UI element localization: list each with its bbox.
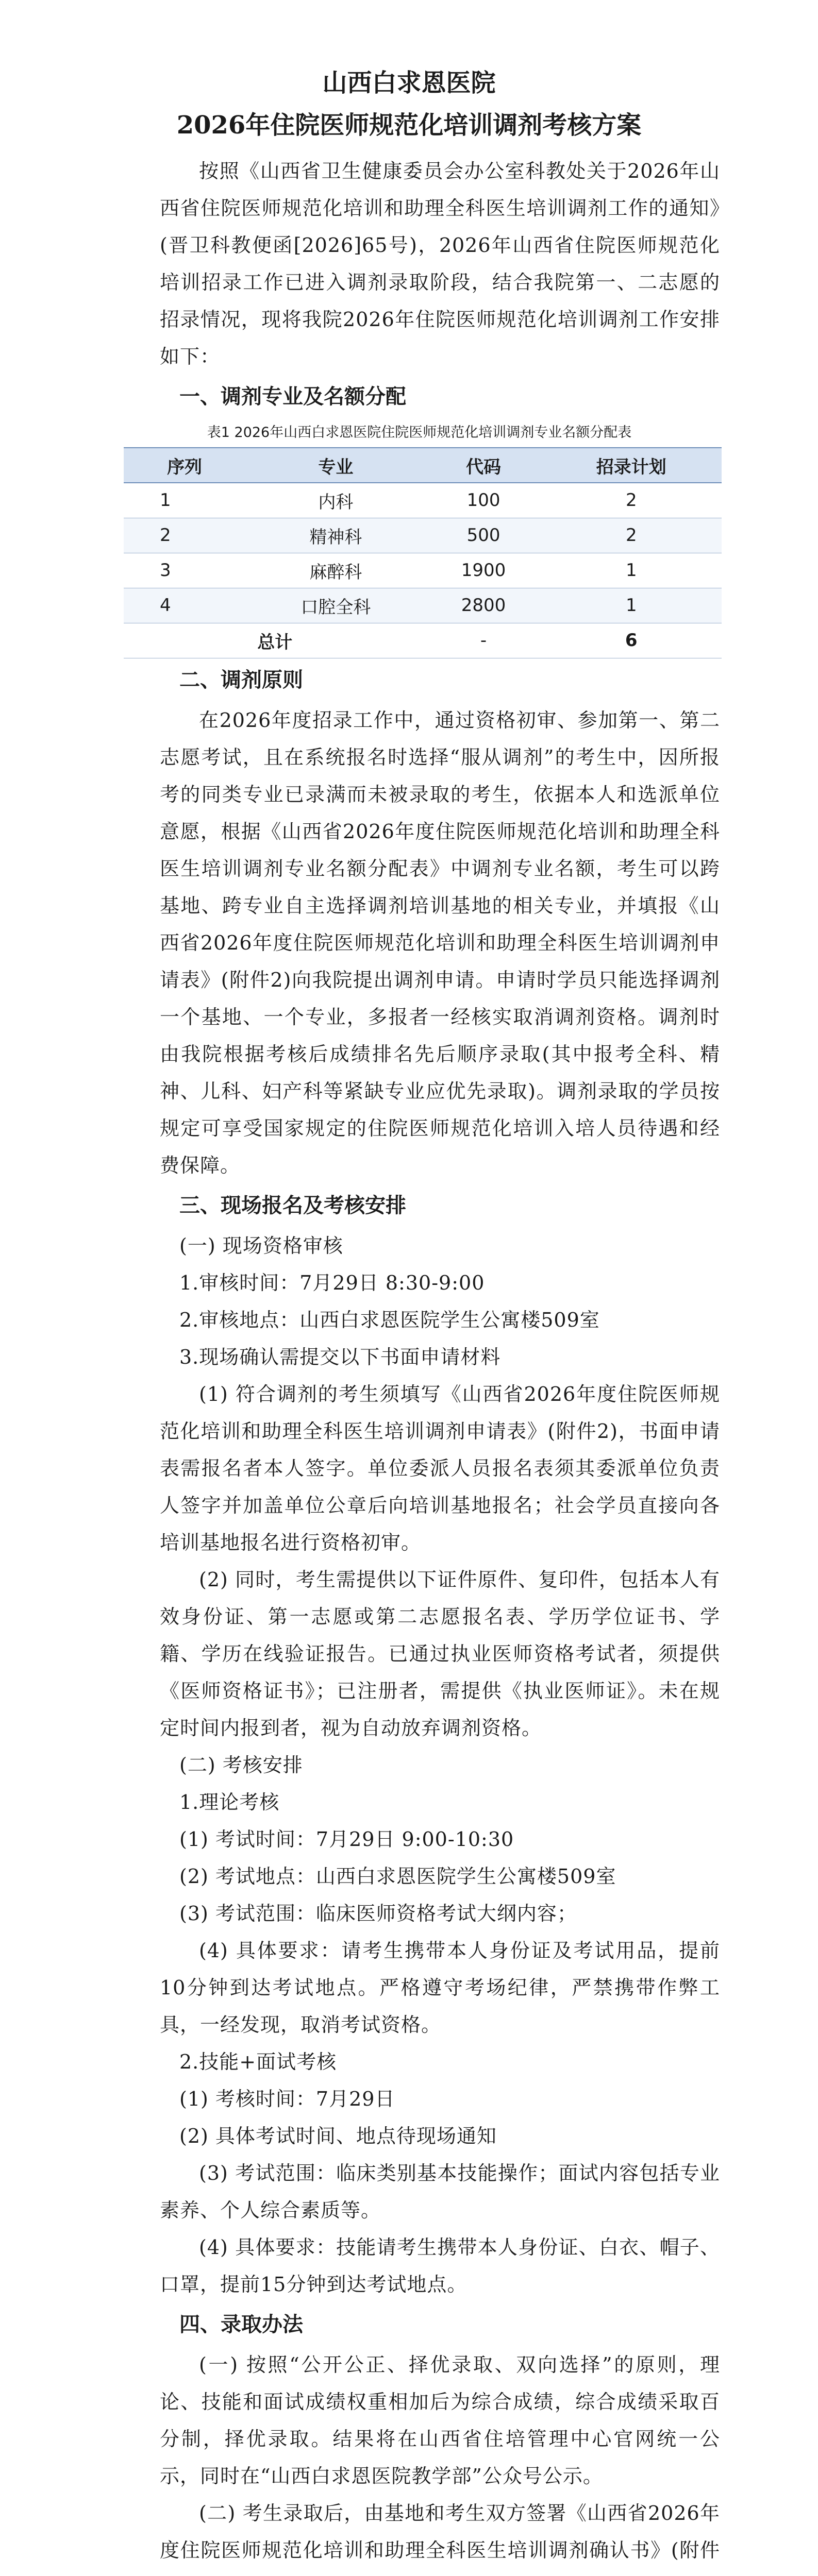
section-heading-admission: 四、录取办法 <box>179 2312 303 2336</box>
table-total-row <box>124 623 722 658</box>
cell-plan: 2 <box>541 518 722 553</box>
table-caption: 表1 2026年山西白求恩医院住院医师规范化培训调剂专业名额分配表 <box>207 425 632 440</box>
review-materials-note: 3.现场确认需提交以下书面申请材料 <box>179 1345 501 1368</box>
materials-paragraph-2: (2) 同时，考生需提供以下证件原件、复印件，包括本人有效身份证、第一志愿或第二志愿报名表、学历学位证书、学籍、学历在线验证报告。已通过执业医师资格考试者，须提供《医师资格证书》；已注册者，需提供《执业医师证》。未在规定时间内报到者，视为自动放弃调剂资格。 <box>160 1568 720 1739</box>
document-title-plan: 2026年住院医师规范化培训调剂考核方案 <box>176 111 642 140</box>
admission-paragraph-2: (二) 考生录取后，由基地和考生双方签署《山西省2026年度住院医师规范化培训和助理全科医生培训调剂确认书》(附件 <box>160 2501 720 2562</box>
cell-total-label: 总计 <box>124 623 426 658</box>
cell-total-plan: 6 <box>541 623 722 658</box>
cell-seq: 3 <box>124 553 245 588</box>
subheading-exam: (二) 考核安排 <box>179 1753 303 1776</box>
cell-plan: 1 <box>541 553 722 588</box>
header-plan: 招录计划 <box>541 448 722 483</box>
theory-exam-scope: (3) 考试范围：临床医师资格考试大纲内容； <box>179 1902 577 1925</box>
subheading-qualification: (一) 现场资格审核 <box>179 1234 343 1257</box>
table-row <box>124 553 722 588</box>
table-row <box>124 518 722 553</box>
admission-paragraph-1: (一) 按照“公开公正、择优录取、双向选择”的原则，理论、技能和面试成绩权重相加后为综合成绩，综合成绩采取百分制，择优录取。结果将在山西省住培管理中心官网统一公示，同时在“山西白求恩医院教学部”公众号公示。 <box>160 2353 720 2487</box>
section-heading-principle: 二、调剂原则 <box>179 668 303 692</box>
cell-plan: 2 <box>541 483 722 518</box>
theory-exam-title: 1.理论考核 <box>179 1790 280 1814</box>
skill-exam-requirements: (4) 具体要求：技能请考生携带本人身份证、白衣、帽子、口罩，提前15分钟到达考试地点。 <box>160 2235 720 2296</box>
skill-exam-title: 2.技能+面试考核 <box>179 2050 337 2073</box>
cell-plan: 1 <box>541 588 722 623</box>
theory-exam-requirements: (4) 具体要求：请考生携带本人身份证及考试用品，提前10分钟到达考试地点。严格遵守考场纪律，严禁携带作弊工具，一经发现，取消考试资格。 <box>160 1939 720 2036</box>
table-header-row <box>124 448 722 483</box>
cell-major: 口腔全科 <box>245 588 426 623</box>
materials-paragraph-1: (1) 符合调剂的考生须填写《山西省2026年度住院医师规范化培训和助理全科医生培训调剂申请表》(附件2)，书面申请表需报名者本人签字。单位委派人员报名表须其委派单位负责人签字并加盖单位公章后向培训基地报名；社会学员直接向各培训基地报名进行资格初审。 <box>160 1382 720 1554</box>
cell-code: 500 <box>426 518 541 553</box>
cell-seq: 4 <box>124 588 245 623</box>
principle-paragraph: 在2026年度招录工作中，通过资格初审、参加第一、第二志愿考试，且在系统报名时选择“服从调剂”的考生中，因所报考的同类专业已录满而未被录取的考生，依据本人和选派单位意愿，根据《山西省2026年度住院医师规范化培训和助理全科医生培训调剂专业名额分配表》中调剂专业名额，考生可以跨基地、跨专业自主选择调剂培训基地的相关专业，并填报《山西省2026年度住院医师规范化培训和助理全科医生培训调剂申请表》(附件2)向我院提出调剂申请。申请时学员只能选择调剂一个基地、一个专业，多报者一经核实取消调剂资格。调剂时由我院根据考核后成绩排名先后顺序录取(其中报考全科、精神、儿科、妇产科等紧缺专业应优先录取)。调剂录取的学员按规定可享受国家规定的住院医师规范化培训入培人员待遇和经费保障。 <box>160 708 720 1177</box>
cell-seq: 2 <box>124 518 245 553</box>
header-major: 专业 <box>245 448 426 483</box>
cell-seq: 1 <box>124 483 245 518</box>
document-title-hospital: 山西白求恩医院 <box>322 69 496 97</box>
table-row <box>124 483 722 518</box>
cell-code: 100 <box>426 483 541 518</box>
cell-code: 2800 <box>426 588 541 623</box>
section-heading-quota: 一、调剂专业及名额分配 <box>179 385 406 409</box>
skill-exam-time: (1) 考核时间：7月29日 <box>179 2087 395 2110</box>
cell-major: 麻醉科 <box>245 553 426 588</box>
quota-table <box>124 447 722 658</box>
skill-exam-place: (2) 具体考试时间、地点待现场通知 <box>179 2124 497 2147</box>
header-code: 代码 <box>426 448 541 483</box>
theory-exam-time: (1) 考试时间：7月29日 9:00-10:30 <box>179 1827 514 1851</box>
table-row <box>124 588 722 623</box>
theory-exam-place: (2) 考试地点：山西白求恩医院学生公寓楼509室 <box>179 1865 616 1888</box>
review-place: 2.审核地点：山西白求恩医院学生公寓楼509室 <box>179 1308 600 1331</box>
cell-total-code: - <box>426 623 541 658</box>
cell-code: 1900 <box>426 553 541 588</box>
header-seq: 序列 <box>124 448 245 483</box>
cell-major: 内科 <box>245 483 426 518</box>
skill-exam-scope: (3) 考试范围：临床类别基本技能操作；面试内容包括专业素养、个人综合素质等。 <box>160 2161 720 2222</box>
intro-paragraph: 按照《山西省卫生健康委员会办公室科教处关于2026年山西省住院医师规范化培训和助理全科医生培训调剂工作的通知》(晋卫科教便函[2026]65号)，2026年山西省住院医师规范化培训招录工作已进入调剂录取阶段，结合我院第一、二志愿的招录情况，现将我院2026年住院医师规范化培训调剂工作安排如下： <box>160 160 720 368</box>
section-heading-arrangement: 三、现场报名及考核安排 <box>179 1193 406 1217</box>
cell-major: 精神科 <box>245 518 426 553</box>
review-time: 1.审核时间：7月29日 8:30-9:00 <box>179 1271 485 1294</box>
